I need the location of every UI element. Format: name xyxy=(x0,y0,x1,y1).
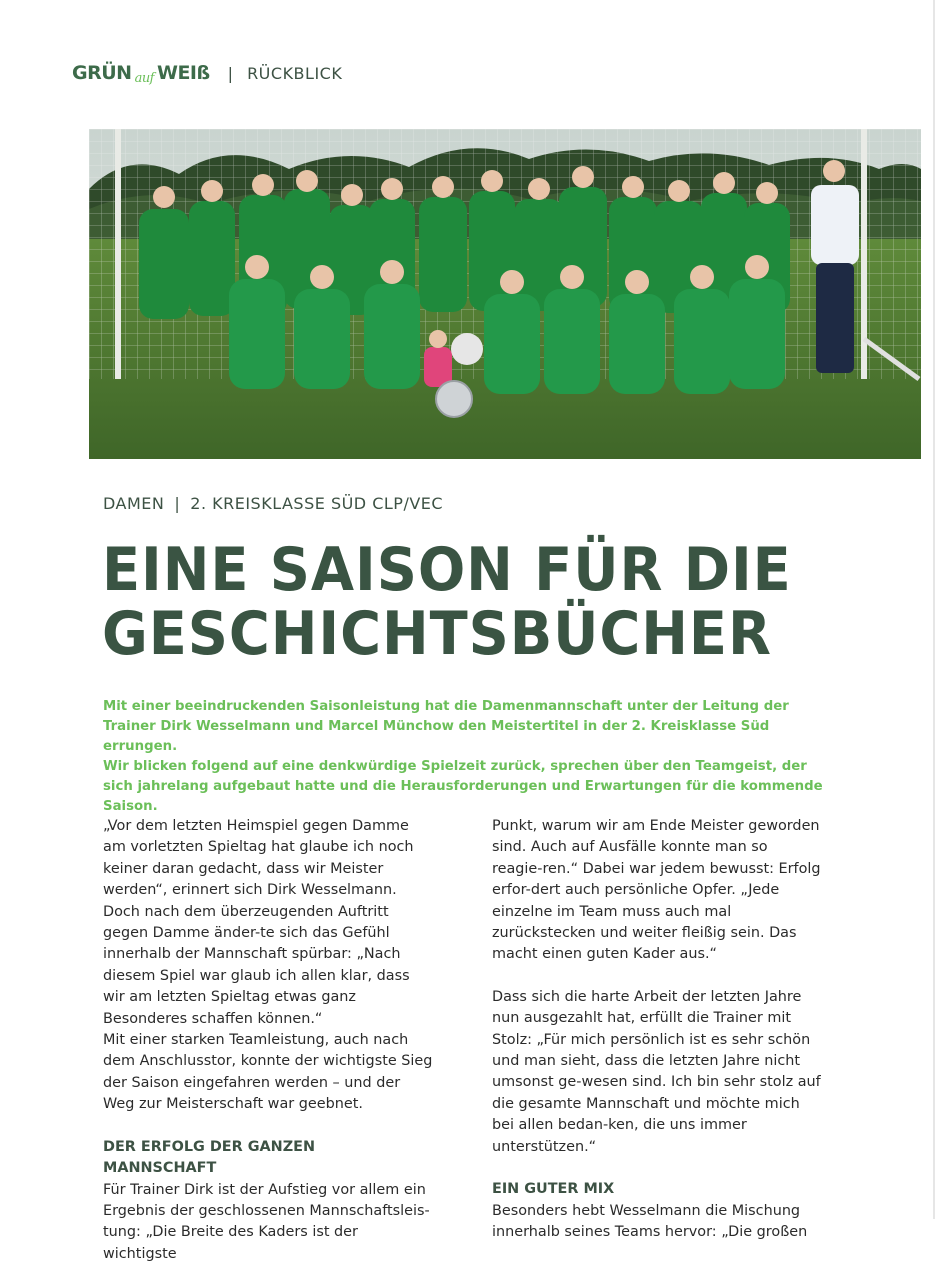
paragraph: Für Trainer Dirk ist der Aufstieg vor allem ein Ergebnis der geschlossenen Mannschaftsleis-tung: „Die Breite des Kaders ist der wichtigste xyxy=(103,1180,433,1265)
logo-text-gruen: GRÜN xyxy=(72,62,132,84)
team-photo-icon xyxy=(89,129,921,459)
page-header xyxy=(72,62,342,84)
paragraph-gap xyxy=(492,966,822,987)
article-headline: EINE SAISON FÜR DIE GESCHICHTSBÜCHER xyxy=(102,538,827,666)
page-edge xyxy=(933,0,935,1219)
article-column-2 xyxy=(492,816,822,1243)
header-separator: | xyxy=(228,64,233,83)
kicker-league: 2. KREISKLASSE SÜD CLP/VEC xyxy=(190,494,443,513)
article-lead: Mit einer beeindruckenden Saisonleistung hat die Damenmannschaft unter der Leitung der Trainer Dirk Wesselmann und Marcel Münchow den Meistertitel in der 2. Kreisklasse Süd errungen. Wir blicken folgend auf eine denkwürdige Spielzeit zurück, sprechen über den Teamgeist, der sich jahrelang aufgebaut hatte und die Herausforderungen und Erwartungen für die kommende Saison. xyxy=(103,697,823,817)
article-column-1 xyxy=(103,816,433,1265)
paragraph: „Vor dem letzten Heimspiel gegen Damme am vorletzten Spieltag hat glaube ich noch keiner daran gedacht, dass wir Meister werden“, erinnert sich Dirk Wesselmann. Doch nach dem überzeugenden Auftritt gegen Damme änder-te sich das Gefühl innerhalb der Mannschaft spürbar: „Nach diesem Spiel war glaub ich allen klar, dass wir am letzten Spieltag etwas ganz Besonderes schaffen können.“ xyxy=(103,816,433,1030)
paragraph-gap xyxy=(103,1116,433,1137)
section-label: RÜCKBLICK xyxy=(247,64,342,83)
paragraph: Punkt, warum wir am Ende Meister geworden sind. Auch auf Ausfälle konnte man so reagie-ren.“ Dabei war jedem bewusst: Erfolg erfor-dert auch persönliche Opfer. „Jede einzelne im Team muss auch mal zurückstecken und weiter fleißig sein. Das macht einen guten Kader aus.“ xyxy=(492,816,822,966)
subheading: EIN GUTER MIX xyxy=(492,1179,822,1200)
paragraph: Mit einer starken Teamleistung, auch nach dem Anschlusstor, konnte der wichtigste Sieg der Saison eingefahren werden – und der Weg zur Meisterschaft war geebnet. xyxy=(103,1030,433,1116)
kicker-separator: | xyxy=(174,494,180,513)
paragraph: Besonders hebt Wesselmann die Mischung innerhalb seines Teams hervor: „Die großen xyxy=(492,1201,822,1244)
paragraph: Dass sich die harte Arbeit der letzten Jahre nun ausgezahlt hat, erfüllt die Trainer mit Stolz: „Für mich persönlich ist es sehr schön und man sieht, dass die letzten Jahre nicht umsonst ge-wesen sind. Ich bin sehr stolz auf die gesamte Mannschaft und möchte mich bei allen bedan-ken, die uns immer unterstützen.“ xyxy=(492,987,822,1158)
team-photo xyxy=(89,129,921,459)
kicker-team: DAMEN xyxy=(103,494,164,513)
paragraph-gap xyxy=(492,1158,822,1179)
logo xyxy=(72,62,210,84)
logo-text-weiss: WEIß xyxy=(157,62,210,84)
article-kicker xyxy=(103,494,443,513)
logo-text-auf: auf xyxy=(135,71,154,86)
subheading: DER ERFOLG DER GANZEN MANNSCHAFT xyxy=(103,1137,433,1180)
